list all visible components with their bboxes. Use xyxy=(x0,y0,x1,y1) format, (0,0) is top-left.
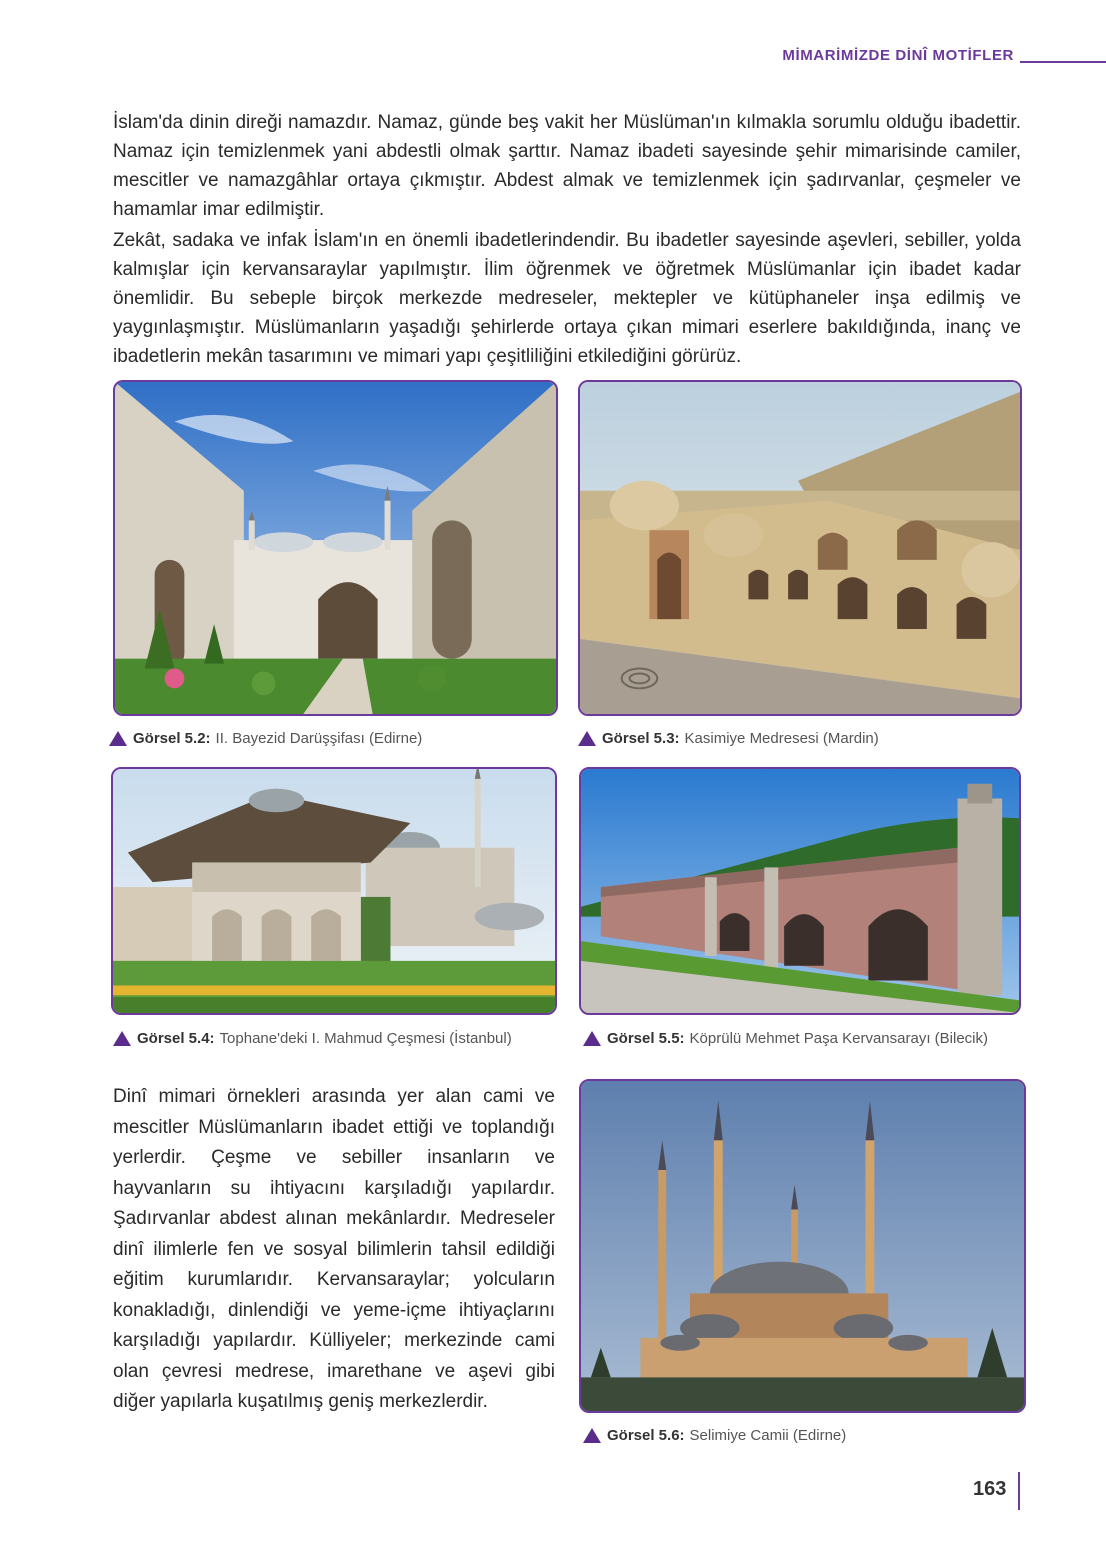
caption-figure-5-5 xyxy=(583,1030,988,1047)
caption-figure-5-2 xyxy=(109,730,422,747)
figure-label: Görsel 5.2: xyxy=(133,730,211,747)
photo-mahmud-cesmesi xyxy=(111,767,557,1015)
triangle-marker-icon xyxy=(583,1031,601,1046)
photo-selimiye-camii xyxy=(579,1079,1026,1413)
triangle-marker-icon xyxy=(113,1031,131,1046)
header-rule xyxy=(1020,61,1106,63)
triangle-marker-icon xyxy=(583,1428,601,1443)
photo-koprulu-kervansarayi xyxy=(579,767,1021,1015)
page-number: 163 xyxy=(973,1478,1007,1500)
paragraph-charity: Zekât, sadaka ve infak İslam'ın en önemli ibadetlerindendir. Bu ibadetler sayesinde aşevleri, sebiller, yolda kalmışlar için kervansaraylar yapılmıştır. İlim öğrenmek ve öğretmek Müslümanlar için ibadet kadar önemlidir. Bu sebeple birçok merkezde medreseler, mektepler ve kütüphaneler inşa edilmiş ve yaygınlaşmıştır. Müslümanların yaşadığı şehirlerde ortaya çıkan mimari eserlere bakıldığında, inanç ve ibadetlerin mekân tasarımını ve mimari yapı çeşitliliğini etkilediğini görürüz. xyxy=(113,230,1021,367)
figure-label: Görsel 5.4: xyxy=(137,1030,215,1047)
section-title: MİMARİMİZDE DİNÎ MOTİFLER xyxy=(782,46,1014,64)
figure-label: Görsel 5.6: xyxy=(607,1427,685,1444)
paragraph-architecture-types: Dinî mimari örnekleri arasında yer alan cami ve mescitler Müslümanların ibadet ettiği ve toplandığı yerlerdir. Çeşme ve sebiller insanların ve hayvanların su ihtiyacını karşıladığı yapılardır. Şadırvanlar abdest alınan mekânlardır. Medreseler dinî ilimlerle fen ve sosyal bilimlerin tahsil edildiği eğitim kurumlarıdır. Kervansaraylar; yolcuların konakladığı, dinlendiği ve yeme-içme ihtiyaçlarını karşıladığı yapılardır. Külliyeler; merkezinde cami olan çevresi medrese, imarethane ve aşevi gibi diğer yapılarla kuşatılmış geniş merkezlerdir. xyxy=(113,1086,555,1412)
figure-caption-text: Kasimiye Medresesi (Mardin) xyxy=(684,730,879,747)
section-header xyxy=(782,40,1106,70)
figure-label: Görsel 5.3: xyxy=(602,730,680,747)
figure-caption-text: Köprülü Mehmet Paşa Kervansarayı (Bilecik) xyxy=(689,1030,989,1047)
figure-caption-text: II. Bayezid Darüşşifası (Edirne) xyxy=(215,730,423,747)
triangle-marker-icon xyxy=(109,731,127,746)
triangle-marker-icon xyxy=(578,731,596,746)
photo-kasimiye-medresesi xyxy=(578,380,1022,716)
figure-label: Görsel 5.5: xyxy=(607,1030,685,1047)
figure-caption-text: Tophane'deki I. Mahmud Çeşmesi (İstanbul) xyxy=(219,1030,512,1047)
figure-caption-text: Selimiye Camii (Edirne) xyxy=(689,1427,847,1444)
page-number-rule xyxy=(1018,1472,1020,1510)
photo-bayezid-darussifasi xyxy=(113,380,558,716)
paragraph-prayer: İslam'da dinin direği namazdır. Namaz, günde beş vakit her Müslüman'ın kılmakla sorumlu olduğu ibadettir. Namaz için temizlenmek yani abdestli olmak şarttır. Namaz ibadeti sayesinde şehir mimarisinde camiler, mescitler ve namazgâhlar ortaya çıkmıştır. Abdest almak ve temizlenmek için şadırvanlar, çeşmeler ve hamamlar imar edilmiştir. xyxy=(113,112,1021,220)
caption-figure-5-4 xyxy=(113,1030,512,1047)
caption-figure-5-6 xyxy=(583,1427,846,1444)
caption-figure-5-3 xyxy=(578,730,879,747)
